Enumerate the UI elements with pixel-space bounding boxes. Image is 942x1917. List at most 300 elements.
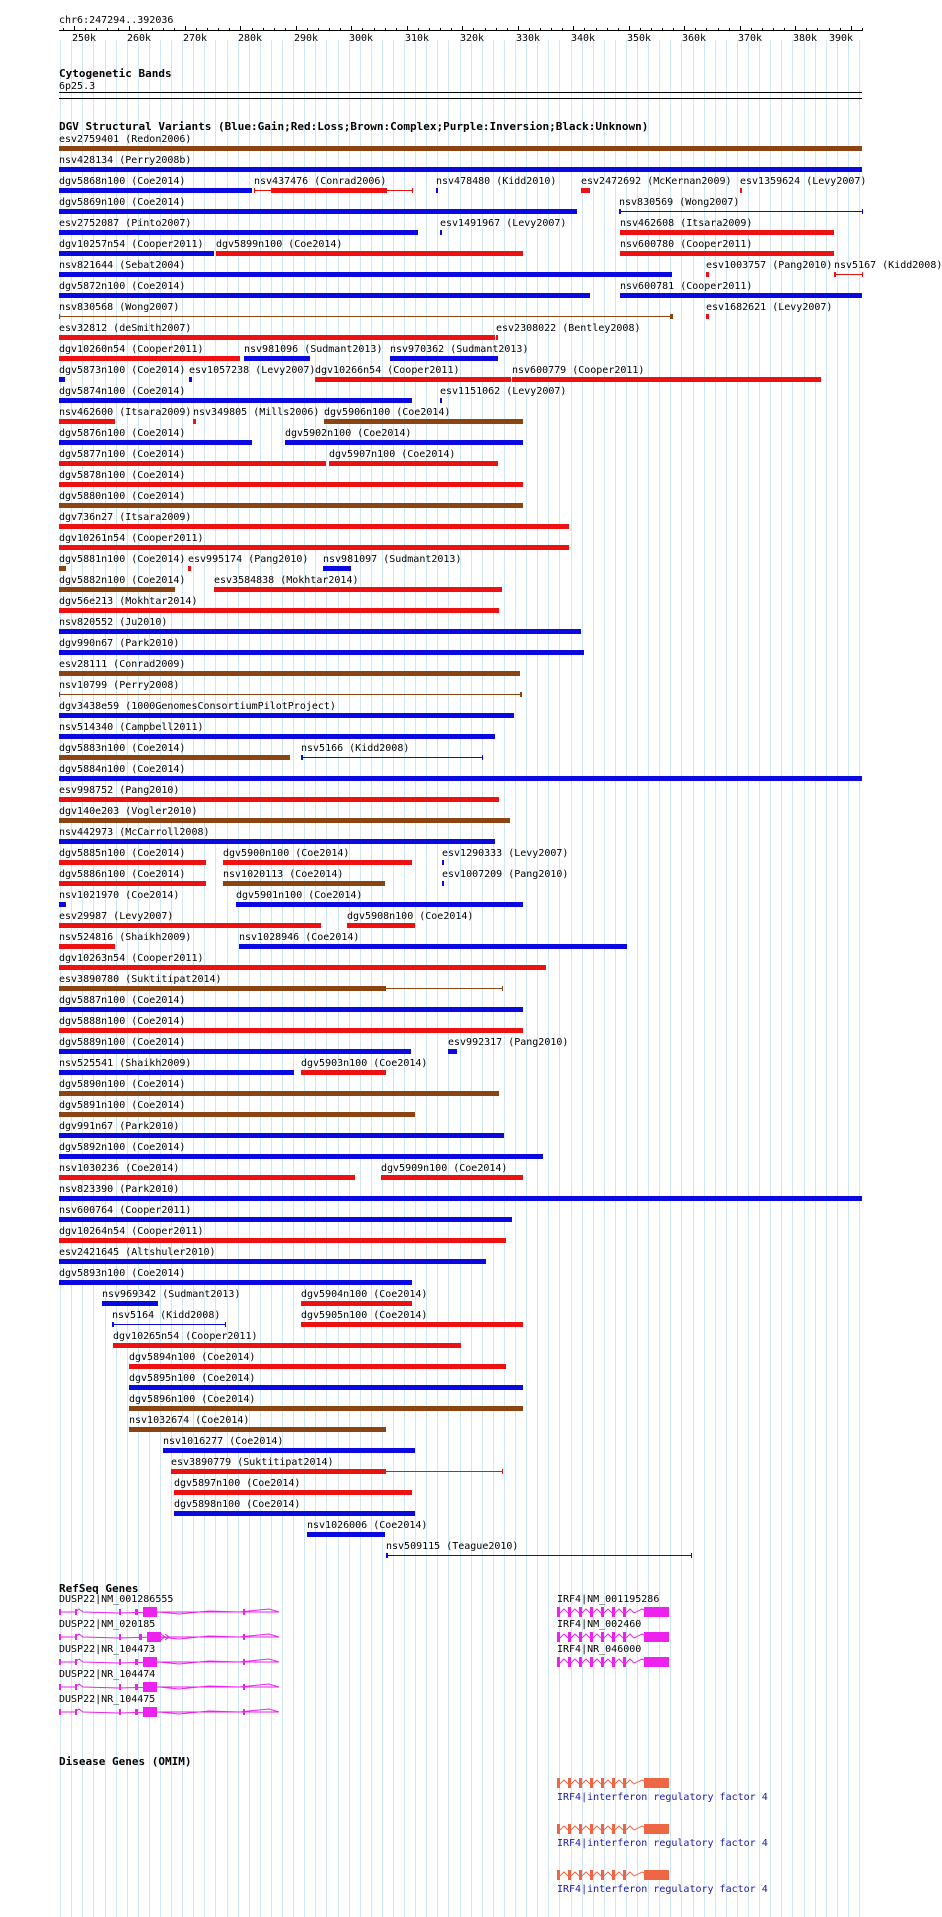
sv-bar[interactable] — [442, 860, 444, 865]
gene-intron — [593, 1609, 601, 1613]
sv-bar[interactable] — [129, 1406, 523, 1411]
gene-exon — [75, 1684, 77, 1690]
sv-label[interactable]: esv998752 (Pang2010) — [59, 785, 180, 796]
ruler-major-tick — [129, 26, 130, 31]
sv-bar[interactable] — [59, 1049, 411, 1054]
sv-label[interactable]: esv3890779 (Suktitipat2014) — [171, 1457, 334, 1468]
sv-bar[interactable] — [59, 734, 495, 739]
sv-label[interactable]: nsv525541 (Shaikh2009) — [59, 1058, 192, 1069]
sv-bar[interactable] — [129, 1364, 506, 1369]
sv-label[interactable]: nsv478480 (Kidd2010) — [436, 176, 557, 187]
sv-label[interactable]: dgv5885n100 (Coe2014) — [59, 848, 186, 859]
sv-label[interactable]: nsv10799 (Perry2008) — [59, 680, 180, 691]
sv-bar[interactable] — [301, 1322, 523, 1327]
sv-label[interactable]: esv1491967 (Levy2007) — [440, 218, 567, 229]
sv-label[interactable]: nsv462600 (Itsara2009) — [59, 407, 192, 418]
ruler-major-tick — [851, 26, 852, 31]
sv-label[interactable]: nsv509115 (Teague2010) — [386, 1541, 519, 1552]
sv-label[interactable]: dgv5873n100 (Coe2014) — [59, 365, 186, 376]
gene-label[interactable]: IRF4|NM_002460 — [557, 1619, 642, 1630]
sv-extent-line[interactable] — [834, 274, 862, 275]
sv-label[interactable]: nsv1030236 (Coe2014) — [59, 1163, 180, 1174]
sv-label[interactable]: dgv5894n100 (Coe2014) — [129, 1352, 256, 1363]
sv-bar[interactable] — [59, 1175, 355, 1180]
sv-bar[interactable] — [174, 1490, 412, 1495]
sv-label[interactable]: nsv5164 (Kidd2008) — [112, 1310, 221, 1321]
ruler-major-tick — [573, 26, 574, 31]
gene-exon — [579, 1607, 582, 1617]
sv-bar[interactable] — [301, 755, 303, 760]
sv-bar[interactable] — [129, 1385, 523, 1390]
ruler-minor-tick — [218, 28, 219, 31]
sv-bar[interactable] — [59, 251, 214, 256]
gene-intron — [604, 1609, 612, 1613]
sv-bar[interactable] — [59, 356, 240, 361]
sv-label[interactable]: dgv5878n100 (Coe2014) — [59, 470, 186, 481]
ruler-minor-tick — [529, 28, 530, 31]
ruler-major-tick — [740, 26, 741, 31]
sv-bar[interactable] — [59, 587, 175, 592]
sv-label[interactable]: dgv56e213 (Mokhtar2014) — [59, 596, 198, 607]
sv-bar[interactable] — [163, 1448, 415, 1453]
ruler-tick-label: 260k — [127, 33, 152, 44]
sv-bar[interactable] — [59, 272, 672, 277]
sv-bar[interactable] — [59, 335, 495, 340]
sv-bar[interactable] — [59, 776, 862, 781]
sv-label[interactable]: esv29987 (Levy2007) — [59, 911, 174, 922]
sv-bar[interactable] — [59, 1196, 862, 1201]
sv-label[interactable]: dgv10266n54 (Cooper2011) — [315, 365, 460, 376]
sv-bar[interactable] — [285, 440, 523, 445]
sv-bar[interactable] — [59, 1280, 412, 1285]
sv-bar[interactable] — [59, 167, 862, 172]
sv-bar[interactable] — [440, 398, 442, 403]
sv-label[interactable]: dgv5901n100 (Coe2014) — [236, 890, 363, 901]
sv-bar[interactable] — [59, 1070, 294, 1075]
sv-extent-cap — [589, 188, 590, 193]
sv-label[interactable]: dgv5892n100 (Coe2014) — [59, 1142, 186, 1153]
sv-bar[interactable] — [59, 818, 510, 823]
omim-label[interactable]: IRF4|interferon regulatory factor 4 — [557, 1884, 768, 1895]
sv-label[interactable]: dgv10260n54 (Cooper2011) — [59, 344, 204, 355]
gene-exon — [557, 1778, 560, 1788]
sv-bar[interactable] — [59, 398, 412, 403]
sv-label[interactable]: esv3890780 (Suktitipat2014) — [59, 974, 222, 985]
gene-model[interactable] — [557, 1656, 673, 1668]
sv-bar[interactable] — [706, 272, 709, 277]
sv-extent-cap — [482, 755, 483, 760]
sv-label[interactable]: esv1290333 (Levy2007) — [442, 848, 569, 859]
sv-label[interactable]: dgv5905n100 (Coe2014) — [301, 1310, 428, 1321]
sv-label[interactable]: dgv10263n54 (Cooper2011) — [59, 953, 204, 964]
sv-label[interactable]: dgv991n67 (Park2010) — [59, 1121, 180, 1132]
sv-bar[interactable] — [301, 1070, 386, 1075]
sv-bar[interactable] — [448, 1049, 456, 1054]
sv-bar[interactable] — [307, 1532, 385, 1537]
sv-label[interactable]: dgv10261n54 (Cooper2011) — [59, 533, 204, 544]
gene-exon — [135, 1609, 138, 1615]
gene-model[interactable] — [557, 1631, 673, 1643]
sv-extent-line[interactable] — [59, 316, 672, 317]
sv-bar[interactable] — [59, 797, 499, 802]
sv-label[interactable]: esv1057238 (Levy2007) — [189, 365, 316, 376]
sv-bar[interactable] — [59, 440, 252, 445]
sv-label[interactable]: dgv5902n100 (Coe2014) — [285, 428, 412, 439]
sv-bar[interactable] — [59, 566, 66, 571]
sv-label[interactable]: nsv462608 (Itsara2009) — [620, 218, 753, 229]
ruler-minor-tick — [385, 28, 386, 31]
sv-label[interactable]: dgv5868n100 (Coe2014) — [59, 176, 186, 187]
sv-label[interactable]: nsv970362 (Sudmant2013) — [390, 344, 529, 355]
sv-label[interactable]: esv2472692 (McKernan2009) — [581, 176, 732, 187]
sv-bar[interactable] — [59, 482, 523, 487]
gene-model[interactable] — [59, 1631, 173, 1643]
ruler-minor-tick — [118, 28, 119, 31]
gene-intron — [615, 1659, 623, 1663]
ruler-minor-tick — [662, 28, 663, 31]
sv-bar[interactable] — [59, 755, 290, 760]
sv-label[interactable]: dgv5906n100 (Coe2014) — [324, 407, 451, 418]
sv-label[interactable]: nsv514340 (Campbell2011) — [59, 722, 204, 733]
gene-model[interactable] — [557, 1869, 673, 1881]
sv-bar[interactable] — [315, 377, 511, 382]
gene-model[interactable] — [59, 1681, 169, 1693]
sv-label[interactable]: dgv5876n100 (Coe2014) — [59, 428, 186, 439]
sv-label[interactable]: nsv981096 (Sudmant2013) — [244, 344, 383, 355]
sv-bar[interactable] — [59, 986, 386, 991]
sv-label[interactable]: dgv5898n100 (Coe2014) — [174, 1499, 301, 1510]
sv-bar[interactable] — [59, 293, 590, 298]
ruler-minor-tick — [196, 28, 197, 31]
sv-label[interactable]: nsv349805 (Mills2006) — [193, 407, 320, 418]
ruler-minor-tick — [451, 28, 452, 31]
sv-label[interactable]: esv1682621 (Levy2007) — [706, 302, 833, 313]
sv-bar[interactable] — [323, 566, 351, 571]
sv-label[interactable]: dgv10265n54 (Cooper2011) — [113, 1331, 258, 1342]
sv-label[interactable]: esv28111 (Conrad2009) — [59, 659, 186, 670]
sv-label[interactable]: dgv3438e59 (1000GenomesConsortiumPilotProject) — [59, 701, 336, 712]
sv-label[interactable]: dgv5896n100 (Coe2014) — [129, 1394, 256, 1405]
sv-label[interactable]: esv2759401 (Redon2006) — [59, 134, 192, 145]
sv-bar[interactable] — [59, 1238, 506, 1243]
sv-label[interactable]: nsv981097 (Sudmant2013) — [323, 554, 462, 565]
gene-intron — [593, 1780, 601, 1784]
sv-label[interactable]: nsv442973 (McCarroll2008) — [59, 827, 210, 838]
sv-bar[interactable] — [271, 188, 387, 193]
gene-exon — [590, 1870, 593, 1880]
sv-bar[interactable] — [236, 902, 523, 907]
sv-label[interactable]: dgv5899n100 (Coe2014) — [216, 239, 343, 250]
sv-bar[interactable] — [59, 944, 115, 949]
sv-bar[interactable] — [59, 902, 66, 907]
sv-label[interactable]: dgv5884n100 (Coe2014) — [59, 764, 186, 775]
sv-bar[interactable] — [244, 356, 310, 361]
sv-label[interactable]: nsv1020113 (Coe2014) — [223, 869, 344, 880]
sv-bar[interactable] — [581, 188, 589, 193]
sv-bar[interactable] — [223, 860, 412, 865]
sv-bar[interactable] — [59, 461, 326, 466]
gene-label[interactable]: DUSP22|NM_001286555 — [59, 1594, 174, 1605]
gene-exon — [568, 1657, 571, 1667]
sv-extent-line[interactable] — [301, 757, 482, 758]
ruler-tick-label: 270k — [183, 33, 208, 44]
sv-bar[interactable] — [59, 1007, 523, 1012]
sv-bar[interactable] — [329, 461, 498, 466]
sv-bar[interactable] — [59, 671, 520, 676]
sv-label[interactable]: esv1151062 (Levy2007) — [440, 386, 567, 397]
gene-exon — [601, 1632, 604, 1642]
gene-intron — [604, 1872, 612, 1876]
sv-label[interactable]: dgv5907n100 (Coe2014) — [329, 449, 456, 460]
gene-intron — [604, 1780, 612, 1784]
sv-extent-line[interactable] — [59, 694, 521, 695]
sv-bar[interactable] — [520, 692, 522, 697]
omim-label[interactable]: IRF4|interferon regulatory factor 4 — [557, 1792, 768, 1803]
sv-bar[interactable] — [174, 1511, 415, 1516]
sv-extent-cap — [412, 188, 413, 193]
sv-bar[interactable] — [59, 1217, 512, 1222]
sv-bar[interactable] — [59, 923, 321, 928]
sv-bar[interactable] — [59, 188, 252, 193]
sv-bar[interactable] — [381, 1175, 523, 1180]
sv-label[interactable]: nsv823390 (Park2010) — [59, 1184, 180, 1195]
gene-label[interactable]: DUSP22|NM_020185 — [59, 1619, 156, 1630]
sv-bar[interactable] — [619, 209, 621, 214]
sv-label[interactable]: nsv5166 (Kidd2008) — [301, 743, 410, 754]
sv-label[interactable]: nsv820552 (Ju2010) — [59, 617, 168, 628]
sv-bar[interactable] — [223, 881, 385, 886]
sv-label[interactable]: dgv5895n100 (Coe2014) — [129, 1373, 256, 1384]
sv-label[interactable]: esv995174 (Pang2010) — [188, 554, 309, 565]
sv-label[interactable]: nsv969342 (Sudmant2013) — [102, 1289, 241, 1300]
gene-model[interactable] — [557, 1823, 673, 1835]
sv-bar[interactable] — [59, 377, 65, 382]
sv-bar[interactable] — [620, 230, 834, 235]
sv-label[interactable]: nsv1028946 (Coe2014) — [239, 932, 360, 943]
gene-exon — [243, 1709, 245, 1715]
sv-bar[interactable] — [189, 377, 192, 382]
sv-label[interactable]: nsv437476 (Conrad2006) — [254, 176, 387, 187]
sv-bar[interactable] — [386, 1553, 388, 1558]
ruler-minor-tick — [85, 28, 86, 31]
sv-bar[interactable] — [59, 650, 584, 655]
sv-bar[interactable] — [59, 146, 862, 151]
sv-label[interactable]: dgv5890n100 (Coe2014) — [59, 1079, 186, 1090]
sv-label[interactable]: nsv524816 (Shaikh2009) — [59, 932, 192, 943]
gene-intron — [560, 1634, 568, 1638]
sv-bar[interactable] — [347, 923, 415, 928]
sv-label[interactable]: dgv5893n100 (Coe2014) — [59, 1268, 186, 1279]
gene-label[interactable]: IRF4|NR_046000 — [557, 1644, 642, 1655]
sv-label[interactable]: dgv5881n100 (Coe2014) — [59, 554, 186, 565]
sv-bar[interactable] — [512, 377, 821, 382]
sv-label[interactable]: esv3584838 (Mokhtar2014) — [214, 575, 359, 586]
sv-bar[interactable] — [834, 272, 836, 277]
sv-label[interactable]: esv1007209 (Pang2010) — [442, 869, 569, 880]
sv-label[interactable]: esv1359624 (Levy2007) — [740, 176, 867, 187]
sv-label[interactable]: esv2421645 (Altshuler2010) — [59, 1247, 216, 1258]
sv-label[interactable]: dgv5887n100 (Coe2014) — [59, 995, 186, 1006]
ruler-minor-tick — [107, 28, 108, 31]
sv-bar[interactable] — [620, 293, 862, 298]
sv-label[interactable]: dgv5883n100 (Coe2014) — [59, 743, 186, 754]
sv-label[interactable]: dgv5882n100 (Coe2014) — [59, 575, 186, 586]
gene-model[interactable] — [59, 1656, 169, 1668]
sv-bar[interactable] — [216, 251, 523, 256]
sv-bar[interactable] — [59, 1259, 486, 1264]
gene-label[interactable]: IRF4|NM_001195286 — [557, 1594, 660, 1605]
sv-bar[interactable] — [59, 1091, 499, 1096]
sv-label[interactable]: dgv5869n100 (Coe2014) — [59, 197, 186, 208]
gene-model[interactable] — [59, 1706, 169, 1718]
gene-exon — [119, 1684, 121, 1690]
gene-exon — [568, 1607, 571, 1617]
sv-bar[interactable] — [129, 1427, 386, 1432]
gene-exon — [612, 1632, 615, 1642]
sv-label[interactable]: dgv5891n100 (Coe2014) — [59, 1100, 186, 1111]
sv-label[interactable]: dgv10264n54 (Cooper2011) — [59, 1226, 204, 1237]
gene-intron — [626, 1872, 634, 1876]
sv-label[interactable]: dgv5874n100 (Coe2014) — [59, 386, 186, 397]
gene-exon — [119, 1609, 121, 1615]
sv-label[interactable]: nsv428134 (Perry2008b) — [59, 155, 192, 166]
sv-bar[interactable] — [113, 1343, 461, 1348]
sv-label[interactable]: dgv5872n100 (Coe2014) — [59, 281, 186, 292]
gene-model[interactable] — [59, 1606, 169, 1618]
sv-bar[interactable] — [496, 335, 498, 340]
gene-exon — [644, 1632, 669, 1642]
sv-bar[interactable] — [59, 545, 569, 550]
sv-bar[interactable] — [440, 230, 442, 235]
sv-bar[interactable] — [59, 419, 115, 424]
sv-bar[interactable] — [214, 587, 502, 592]
sv-bar[interactable] — [59, 965, 546, 970]
gene-label[interactable]: DUSP22|NR_104474 — [59, 1669, 156, 1680]
sv-bar[interactable] — [112, 1322, 114, 1327]
sv-label[interactable]: dgv5886n100 (Coe2014) — [59, 869, 186, 880]
sv-label[interactable]: dgv736n27 (Itsara2009) — [59, 512, 192, 523]
ruler-minor-tick — [396, 28, 397, 31]
sv-bar[interactable] — [188, 566, 191, 571]
sv-extent-cap — [862, 272, 863, 277]
sv-bar[interactable] — [59, 1112, 415, 1117]
sv-label[interactable]: dgv140e203 (Vogler2010) — [59, 806, 198, 817]
sv-bar[interactable] — [390, 356, 498, 361]
sv-bar[interactable] — [59, 713, 514, 718]
sv-bar[interactable] — [706, 314, 709, 319]
sv-label[interactable]: nsv600781 (Cooper2011) — [620, 281, 753, 292]
sv-bar[interactable] — [102, 1301, 158, 1306]
sv-bar[interactable] — [59, 209, 577, 214]
sv-bar[interactable] — [301, 1301, 412, 1306]
sv-bar[interactable] — [59, 1154, 543, 1159]
sv-label[interactable]: nsv1026006 (Coe2014) — [307, 1520, 428, 1531]
sv-label[interactable]: esv992317 (Pang2010) — [448, 1037, 569, 1048]
sv-label[interactable]: nsv1016277 (Coe2014) — [163, 1436, 284, 1447]
sv-label[interactable]: esv2752087 (Pinto2007) — [59, 218, 192, 229]
sv-label[interactable]: nsv1021970 (Coe2014) — [59, 890, 180, 901]
omim-label[interactable]: IRF4|interferon regulatory factor 4 — [557, 1838, 768, 1849]
sv-bar[interactable] — [193, 419, 196, 424]
sv-extent-line[interactable] — [386, 1555, 691, 1556]
gene-label[interactable]: DUSP22|NR_104475 — [59, 1694, 156, 1705]
sv-label[interactable]: nsv600779 (Cooper2011) — [512, 365, 645, 376]
sv-label[interactable]: nsv600780 (Cooper2011) — [620, 239, 753, 250]
sv-bar[interactable] — [59, 608, 499, 613]
sv-label[interactable]: esv1003757 (Pang2010) — [706, 260, 833, 271]
sv-extent-line[interactable] — [619, 211, 862, 212]
sv-label[interactable]: dgv5889n100 (Coe2014) — [59, 1037, 186, 1048]
sv-label[interactable]: nsv821644 (Sebat2004) — [59, 260, 186, 271]
gene-intron — [582, 1659, 590, 1663]
sv-label[interactable]: dgv5888n100 (Coe2014) — [59, 1016, 186, 1027]
sv-label[interactable]: dgv5908n100 (Coe2014) — [347, 911, 474, 922]
ruler-tick-label: 330k — [516, 33, 541, 44]
sv-bar[interactable] — [59, 230, 418, 235]
sv-bar[interactable] — [670, 314, 672, 319]
sv-bar[interactable] — [59, 839, 495, 844]
sv-label[interactable]: nsv830568 (Wong2007) — [59, 302, 180, 313]
gene-intron — [593, 1634, 601, 1638]
sv-bar[interactable] — [436, 188, 438, 193]
sv-label[interactable]: dgv5904n100 (Coe2014) — [301, 1289, 428, 1300]
ruler-minor-tick — [152, 28, 153, 31]
sv-bar[interactable] — [59, 881, 206, 886]
sv-bar[interactable] — [59, 1028, 523, 1033]
gene-label[interactable]: DUSP22|NR_104473 — [59, 1644, 156, 1655]
sv-label[interactable]: dgv990n67 (Park2010) — [59, 638, 180, 649]
sv-bar[interactable] — [171, 1469, 386, 1474]
sv-label[interactable]: dgv5897n100 (Coe2014) — [174, 1478, 301, 1489]
sv-bar[interactable] — [239, 944, 627, 949]
sv-label[interactable]: dgv10257n54 (Cooper2011) — [59, 239, 204, 250]
sv-bar[interactable] — [324, 419, 523, 424]
sv-bar[interactable] — [59, 1133, 504, 1138]
ruler-minor-tick — [507, 28, 508, 31]
sv-label[interactable]: esv32812 (deSmith2007) — [59, 323, 192, 334]
gene-model[interactable] — [557, 1606, 673, 1618]
sv-label[interactable]: nsv600764 (Cooper2011) — [59, 1205, 192, 1216]
sv-label[interactable]: dgv5877n100 (Coe2014) — [59, 449, 186, 460]
gene-intron — [571, 1780, 579, 1784]
sv-bar[interactable] — [59, 629, 581, 634]
sv-label[interactable]: dgv5900n100 (Coe2014) — [223, 848, 350, 859]
gene-model[interactable] — [557, 1777, 673, 1789]
gene-intron — [593, 1872, 601, 1876]
sv-label[interactable]: dgv5880n100 (Coe2014) — [59, 491, 186, 502]
sv-label[interactable]: dgv5909n100 (Coe2014) — [381, 1163, 508, 1174]
sv-bar[interactable] — [620, 251, 834, 256]
sv-bar[interactable] — [740, 188, 742, 193]
gene-exon — [75, 1709, 77, 1715]
ruler-minor-tick — [773, 28, 774, 31]
sv-bar[interactable] — [59, 503, 523, 508]
ruler-minor-tick — [362, 28, 363, 31]
sv-label[interactable]: esv2308022 (Bentley2008) — [496, 323, 641, 334]
sv-label[interactable]: nsv1032674 (Coe2014) — [129, 1415, 250, 1426]
gene-intron — [571, 1609, 579, 1613]
sv-bar[interactable] — [59, 524, 569, 529]
gene-intron — [560, 1872, 568, 1876]
sv-bar[interactable] — [59, 860, 206, 865]
sv-label[interactable]: nsv5167 (Kidd2008) — [834, 260, 942, 271]
sv-bar[interactable] — [442, 881, 444, 886]
gene-intron — [582, 1780, 590, 1784]
sv-extent-line[interactable] — [112, 1324, 225, 1325]
sv-label[interactable]: dgv5903n100 (Coe2014) — [301, 1058, 428, 1069]
gene-exon — [590, 1824, 593, 1834]
sv-label[interactable]: nsv830569 (Wong2007) — [619, 197, 740, 208]
